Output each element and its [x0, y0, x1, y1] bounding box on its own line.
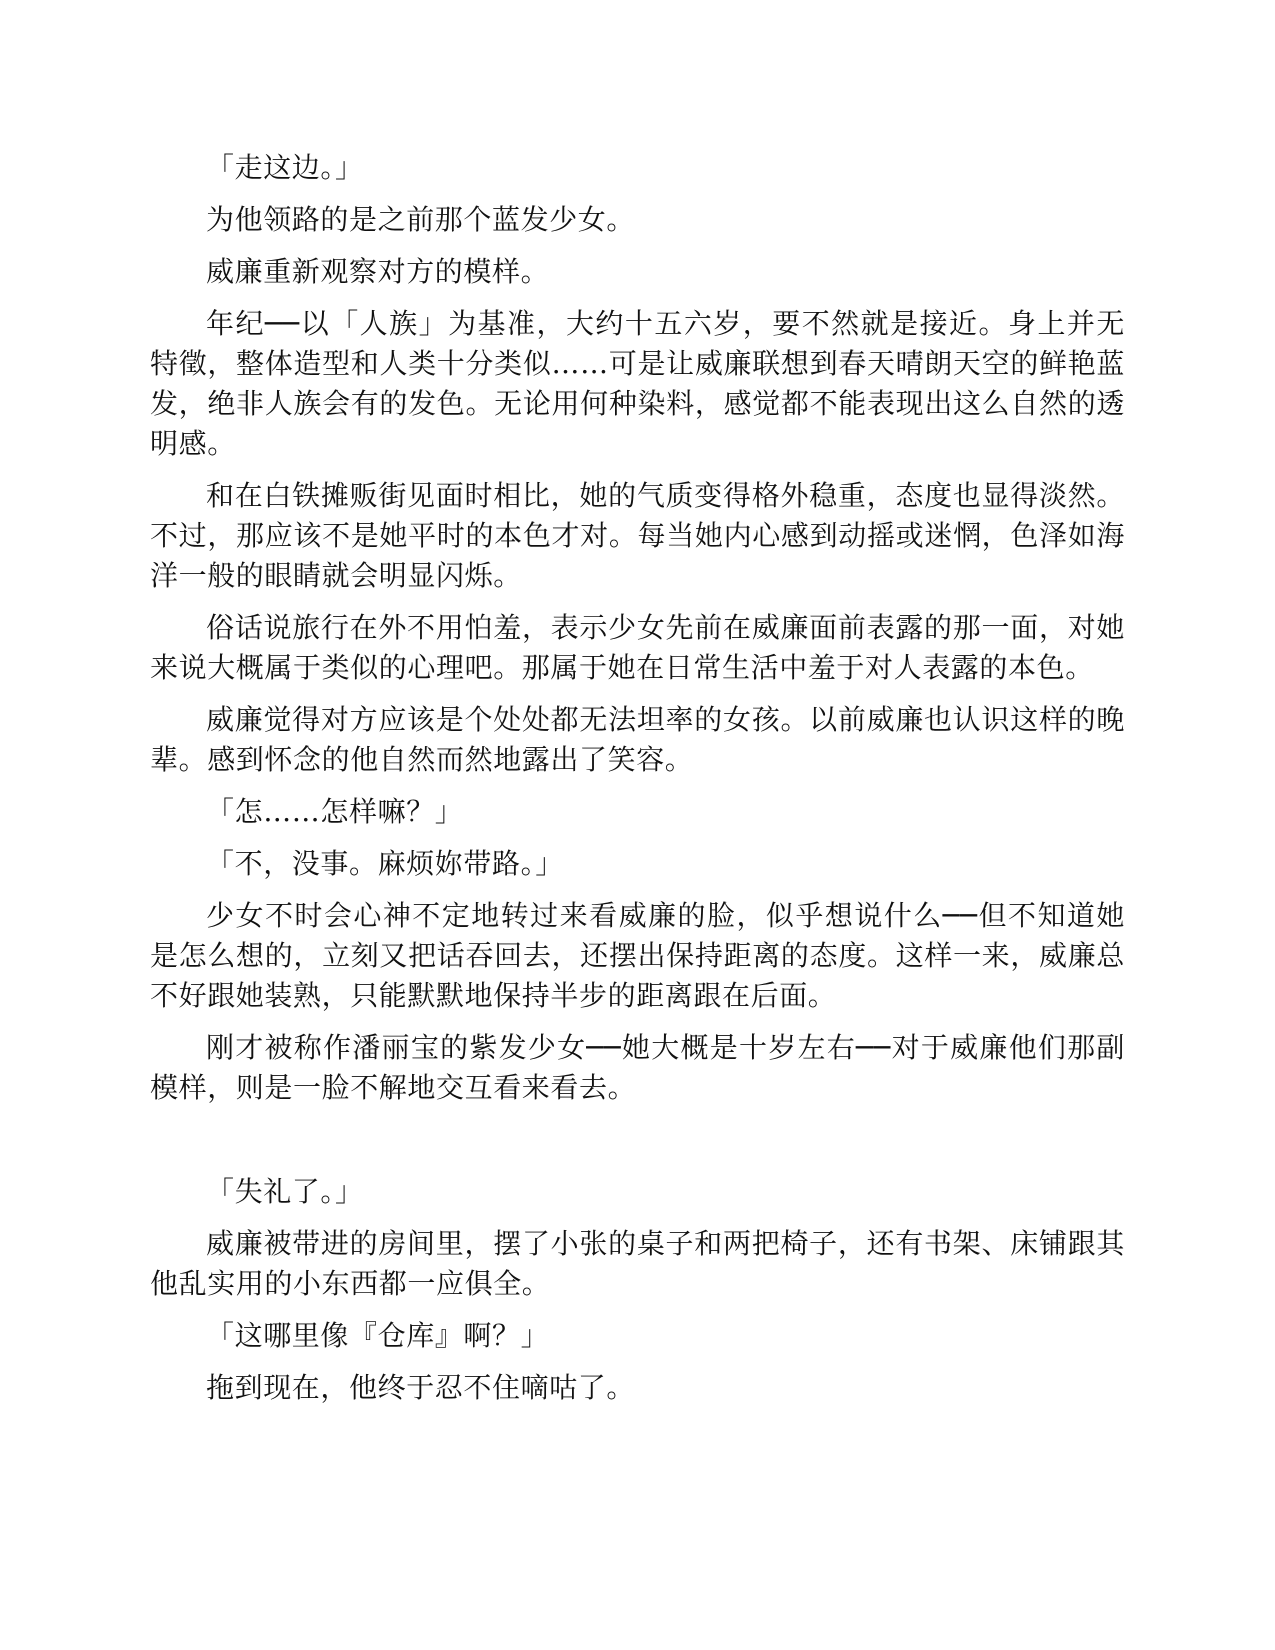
paragraph: 俗话说旅行在外不用怕羞，表示少女先前在威廉面前表露的那一面，对她来说大概属于类似的心理吧。那属于她在日常生活中羞于对人表露的本色。 — [150, 611, 1125, 684]
paragraph: 年纪──以「人族」为基准，大约十五六岁，要不然就是接近。身上并无特徵，整体造型和人类十分类似……可是让威廉联想到春天晴朗天空的鲜艳蓝发，绝非人族会有的发色。无论用何种染料，感觉都不能表现出这么自然的透明感。 — [150, 307, 1125, 460]
paragraph: 威廉觉得对方应该是个处处都无法坦率的女孩。以前威廉也认识这样的晚辈。感到怀念的他自然而然地露出了笑容。 — [150, 703, 1125, 776]
paragraph: 威廉被带进的房间里，摆了小张的桌子和两把椅子，还有书架、床铺跟其他乱实用的小东西都一应俱全。 — [150, 1227, 1125, 1300]
paragraph: 威廉重新观察对方的模样。 — [206, 255, 550, 288]
paragraph: 「走这边。」 — [206, 151, 364, 184]
paragraph: 刚才被称作潘丽宝的紫发少女──她大概是十岁左右──对于威廉他们那副模样，则是一脸不解地交互看来看去。 — [150, 1031, 1125, 1104]
paragraph: 「失礼了。」 — [206, 1175, 364, 1208]
paragraph: 为他领路的是之前那个蓝发少女。 — [206, 203, 636, 236]
paragraph: 「怎……怎样嘛？」 — [206, 795, 464, 828]
paragraph: 「这哪里像『仓库』啊？」 — [206, 1319, 550, 1352]
paragraph: 拖到现在，他终于忍不住嘀咕了。 — [206, 1371, 636, 1404]
paragraph: 「不，没事。麻烦妳带路。」 — [206, 847, 564, 880]
paragraph: 少女不时会心神不定地转过来看威廉的脸，似乎想说什么──但不知道她是怎么想的，立刻又把话吞回去，还摆出保持距离的态度。这样一来，威廉总不好跟她装熟，只能默默地保持半步的距离跟在后面。 — [150, 899, 1125, 1012]
document-page — [150, 148, 1125, 1420]
section-break — [150, 1120, 1125, 1172]
paragraph: 和在白铁摊贩街见面时相比，她的气质变得格外稳重，态度也显得淡然。不过，那应该不是她平时的本色才对。每当她内心感到动摇或迷惘，色泽如海洋一般的眼睛就会明显闪烁。 — [150, 479, 1125, 592]
